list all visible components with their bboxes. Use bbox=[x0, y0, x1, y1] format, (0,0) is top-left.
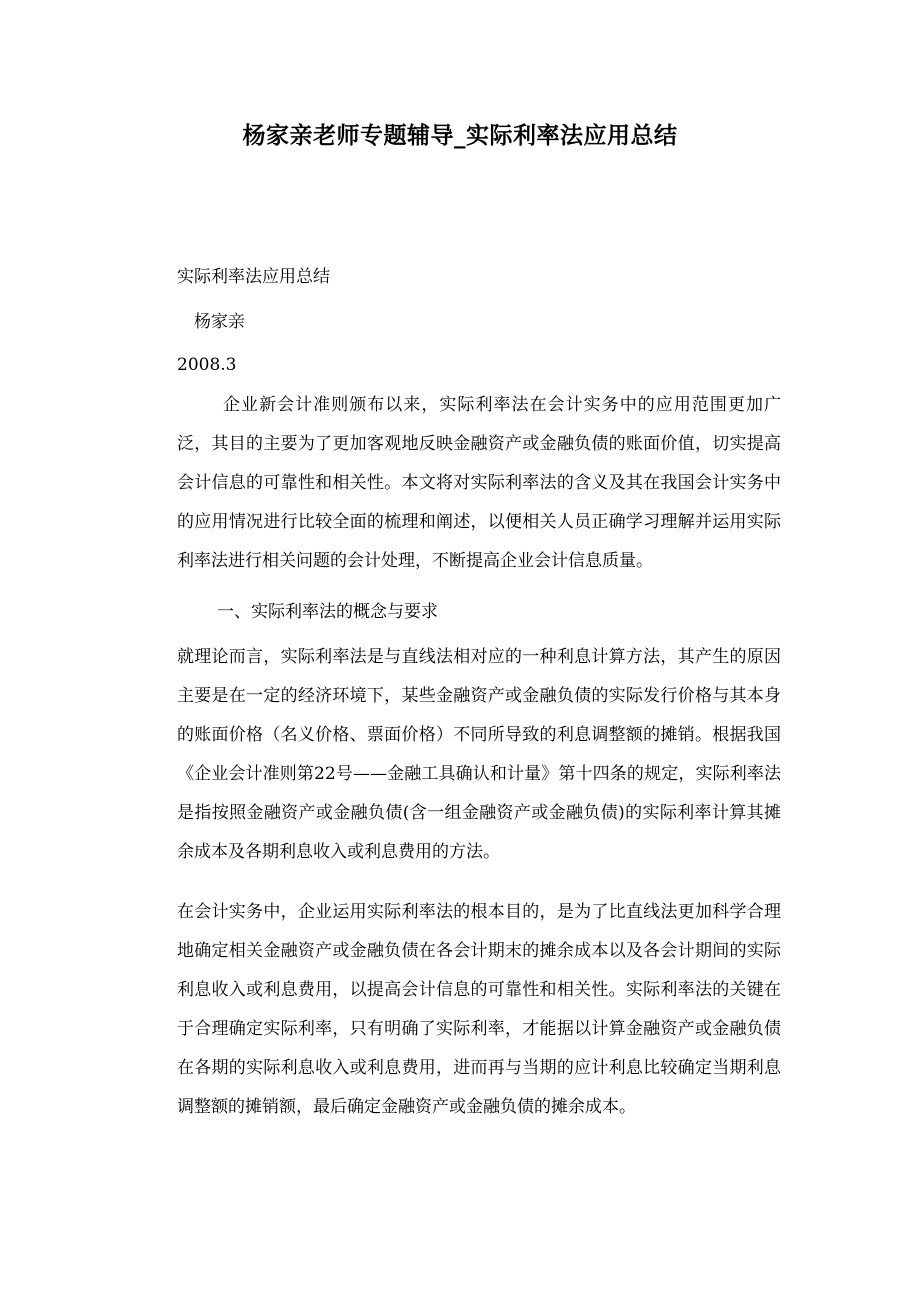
paragraph-intro: 企业新会计准则颁布以来，实际利率法在会计实务中的应用范围更加广泛，其目的主要为了更加客观地反映金融资产或金融负债的账面价值，切实提高会计信息的可靠性和相关性。本文将对实际利率法的含义及其在我国会计实务中的应用情况进行比较全面的梳理和阐述，以便相关人员正确学习理解并运用实际利率法进行相关问题的会计处理，不断提高企业会计信息质量。 bbox=[177, 395, 781, 571]
section-heading-1: 一、实际利率法的概念与要求 bbox=[217, 602, 438, 622]
paragraph-purpose: 在会计实务中，企业运用实际利率法的根本目的，是为了比直线法更加科学合理地确定相关金融资产或金融负债在各会计期末的摊余成本以及各会计期间的实际利息收入或利息费用，以提高会计信息的可靠性和相关性。实际利率法的关键在于合理确定实际利率，只有明确了实际利率，才能据以计算金融资产或金融负债在各期的实际利息收入或利息费用，进而再与当期的应计利息比较确定当期利息调整额的摊销额，最后确定金融资产或金融负债的摊余成本。 bbox=[177, 902, 781, 1117]
document-author: 杨家亲 bbox=[194, 312, 245, 332]
paragraph-concept: 就理论而言，实际利率法是与直线法相对应的一种利息计算方法，其产生的原因主要是在一定的经济环境下，某些金融资产或金融负债的实际发行价格与其本身的账面价格（名义价格、票面价格）不同所导致的利息调整额的摊销。根据我国《企业会计准则第22号——金融工具确认和计量》第十四条的规定，实际利率法是指按照金融资产或金融负债(含一组金融资产或金融负债)的实际利率计算其摊余成本及各期利息收入或利息费用的方法。 bbox=[177, 647, 781, 862]
document-title: 杨家亲老师专题辅导_实际利率法应用总结 bbox=[242, 122, 678, 149]
document-subtitle: 实际利率法应用总结 bbox=[177, 267, 330, 287]
document-date: 2008.3 bbox=[177, 355, 237, 375]
